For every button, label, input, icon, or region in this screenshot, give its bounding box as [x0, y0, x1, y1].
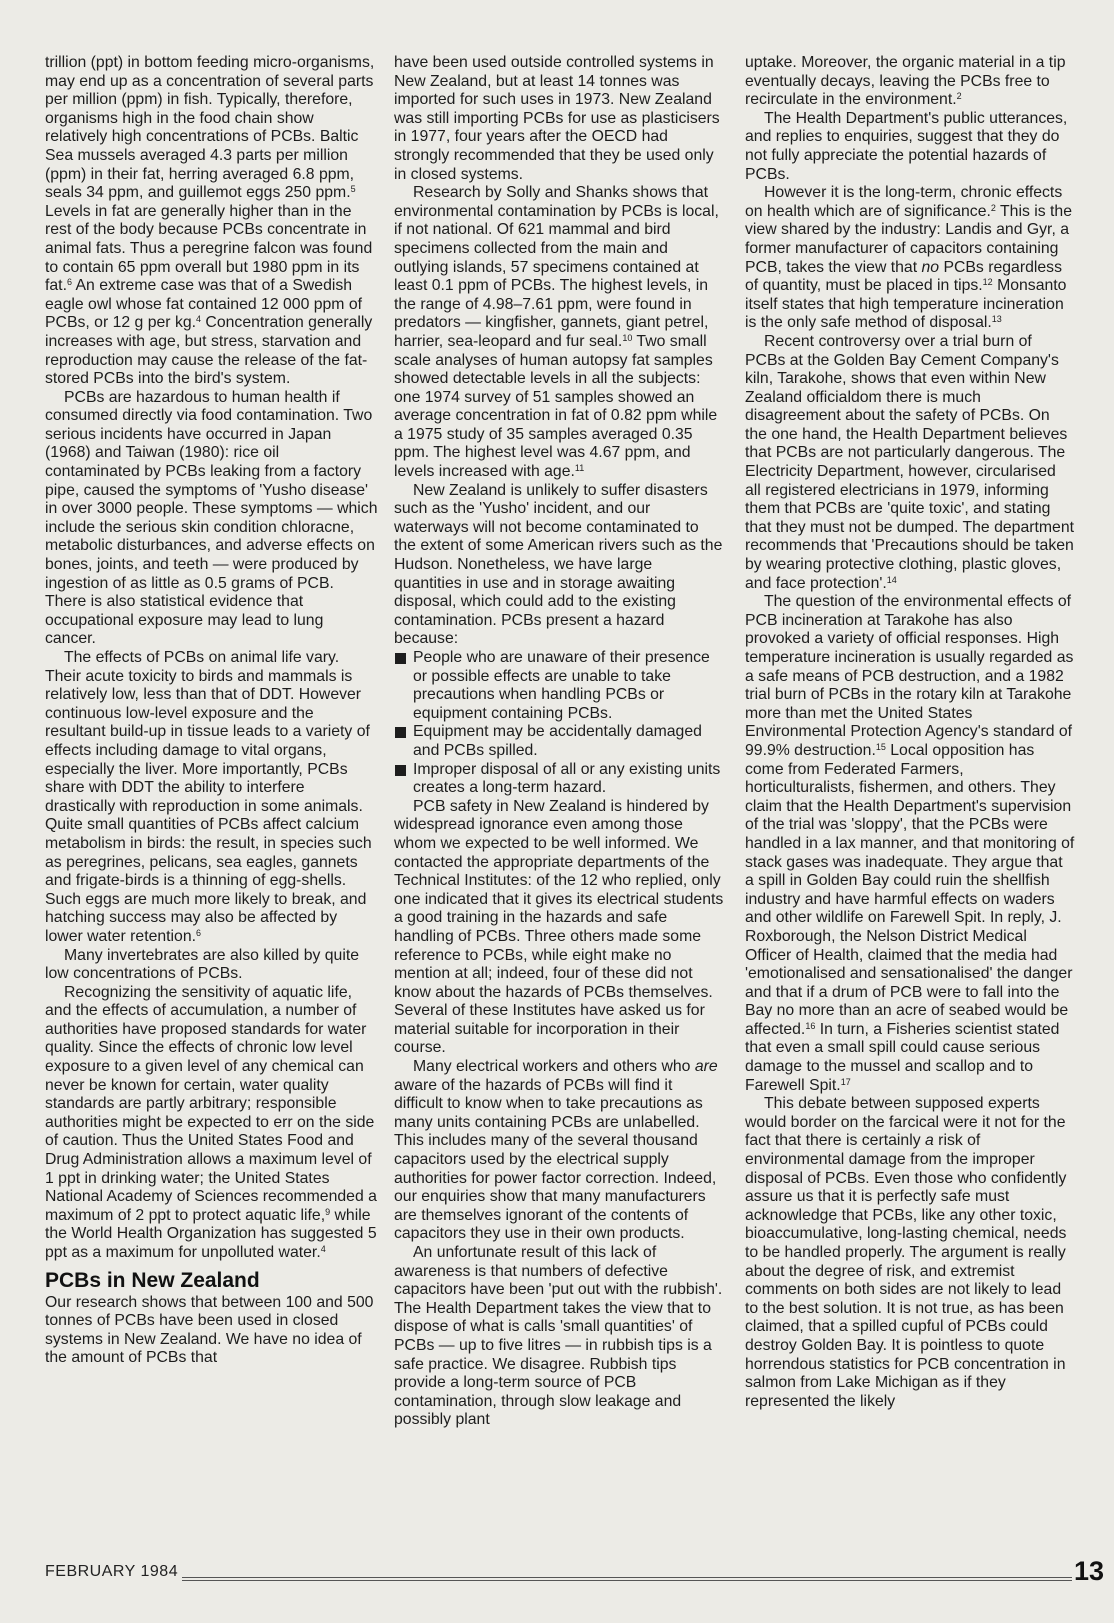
paragraph: However it is the long-term, chronic effects on health which are of significance.$^2$ This is the view shared by the industry: Landis and Gyr, a former manufacturer of capacitors containing PCB, takes the view that no PCBs regardless of quantity, must be placed in tips.$^{12}$ Monsanto itself states that high temperature incineration is the only safe method of disposal.$^{13}$	[745, 184, 1072, 332]
paragraph: Research by Solly and Shanks shows that environmental contamination by PCBs is local, if not national. Of 621 mammal and bird specimens collected from the main and outlying islands, 57 specimens contained at least 0.1 ppm of PCBs. The highest levels, in the range of 4.98–7.61 ppm, were found in predators — kingfisher, gannets, giant petrel, harrier, sea-leopard and fur seal.$^{10}$ Two small scale analyses of human autopsy fat samples showed detectable levels in all the subjects: one 1974 survey of 51 samples showed an average concentration in fat of 0.82 ppm while a 1975 study of 35 samples averaged 0.35 ppm. The highest level was 4.67 ppm, and levels increased with age.$^{11}$	[394, 184, 719, 481]
section-heading: PCBs in New Zealand	[45, 1268, 260, 1292]
text-column-right	[745, 54, 1075, 1564]
paragraph: Many invertebrates are also killed by quite low concentrations of PCBs.	[45, 946, 360, 983]
paragraph: Recognizing the sensitivity of aquatic life, and the effects of accumulation, a number of authorities have proposed standards for water quality. Since the effects of chronic low level exposure to a given level of any chemical can never be known for certain, water quality standards are partly arbitrary; responsible authorities might be expected to err on the side of caution. Thus the United States Food and Drug Administration allows a maximum level of 1 ppt in drinking water; the United States National Academy of Sciences recommended a maximum of 2 ppt to protect aquatic life,$^9$ while the World Health Organization has suggested 5 ppt as a maximum for unpolluted water.$^4$	[45, 983, 377, 1261]
footer-rule	[45, 1577, 1075, 1578]
footnote-ref: 6	[196, 927, 202, 938]
text-column-middle	[394, 54, 724, 1564]
paragraph: The question of the environmental effects of PCB incineration at Tarakohe has also provoked a variety of official responses. High temperature incineration is usually regarded as a safe means of PCB destruction, and a 1982 trial burn of PCBs in the rotary kiln at Tarakohe more than met the United States Environmental Protection Agency's standard of 99.9% destruction.$^{15}$ Local opposition has come from Federated Farmers, horticulturalists, fishermen, and others. They claim that the Health Department's supervision of the trial was 'sloppy', that the PCBs were handled in a lax manner, and that monitoring of stack gases was inadequate. They argue that a spill in Golden Bay could ruin the shellfish industry and have harmful effects on waders and other wildlife on Farewell Spit. In reply, J. Roxborough, the Nelson District Medical Officer of Health, claimed that the media had 'emotionalised and sensationalised' the danger and that if a drum of PCB were to fall into the Bay no more than an acre of seabed would be affected.$^{16}$ In turn, a Fisheries scientist stated that even a small spill could cause serious damage to the mussel and scallop and to Farewell Spit.$^{17}$	[745, 593, 1075, 1094]
paragraph: An unfortunate result of this lack of awareness is that numbers of defective capacitors have been 'put out with the rubbish'. The Health Department takes the view that to dispose of what is calls 'small quantities' of PCBs — up to five litres — in rubbish tips is a safe practice. We disagree. Rubbish tips provide a long-term source of PCB contamination, through slow leakage and possibly plant	[394, 1244, 723, 1429]
paragraph: Many electrical workers and others who are aware of the hazards of PCBs will find it difficult to know when to take precautions as many units containing PCBs are unlabelled. This includes many of the several thousand capacitors used by the electrical supply authorities for power factor correction. Indeed, our enquiries show that many manufacturers are themselves ignorant of the contents of capacitors they use in their own products.	[394, 1058, 718, 1243]
text-column-left	[45, 54, 378, 1564]
paragraph: uptake. Moreover, the organic material in a tip eventually decays, leaving the PCBs free to recirculate in the environment.$^2$	[745, 54, 1066, 109]
footnote-ref: 4	[196, 314, 202, 325]
footnote-ref: 9	[325, 1206, 331, 1217]
paragraph: New Zealand is unlikely to suffer disasters such as the 'Yusho' incident, and our waterways will not become contaminated to the extent of some American rivers such as the Hudson. Nonetheless, we have large quantities in use and in storage awaiting disposal, which could add to the existing contamination. PCBs present a hazard because:	[394, 481, 723, 648]
paragraph: have been used outside controlled systems in New Zealand, but at least 14 tonnes was imported for such uses in 1973. New Zealand was still importing PCBs for use as plasticisers in 1977, four years after the OECD had strongly recommended that they be used only in closed systems.	[394, 54, 720, 183]
hazard-list	[394, 649, 724, 798]
list-item: Equipment may be accidentally damaged and PCBs spilled.	[394, 723, 724, 760]
footnote-ref: 14	[886, 574, 897, 585]
footnote-ref: 15	[875, 741, 886, 752]
paragraph: This debate between supposed experts would border on the farcical were it not for the fact that there is certainly a risk of environmental damage from the improper disposal of PCBs. Even those who confidently assure us that it is perfectly safe must acknowledge that PCBs, like any other toxic, bioaccumulative, long-lasting chemical, needs to be handled properly. The argument is really about the degree of risk, and extremist comments on both sides are not likely to lead to the best solution. It is not true, as has been claimed, that a spilled cupful of PCBs could destroy Golden Bay. It is pointless to quote horrendous statistics for PCB concentration in salmon from Lake Michigan as if they represented the likely	[745, 1095, 1067, 1410]
paragraph: PCB safety in New Zealand is hindered by widespread ignorance even among those whom we expected to be well informed. We contacted the appropriate departments of the Technical Institutes: of the 12 who replied, only one indicated that it gives its electrical students a good training in the hazards and safe handling of PCBs. Three others made some reference to PCBs, while eight make no mention at all; indeed, four of these did not know about the hazards of PCBs themselves. Several of these Institutes have asked us for material suitable for incorporation in their course.	[394, 797, 724, 1057]
paragraph: trillion (ppt) in bottom feeding micro-organisms, may end up as a concentration of several parts per million (ppm) in fish. Typically, therefore, organisms high in the food chain show relatively high concentrations of PCBs. Baltic Sea mussels averaged 4.3 parts per million (ppm) in their fat, herring averaged 6.8 ppm, seals 34 ppm, and guillemot eggs 250 ppm.$^5$ Levels in fat are generally higher than in the rest of the body because PCBs concentrate in animal fats. Thus a peregrine falcon was found to contain 65 ppm overall but 1980 ppm in its fat.$^6$ An extreme case was that of a Swedish eagle owl whose fat contained 12 000 ppm of PCBs, or 12 g per kg.$^4$ Concentration generally increases with age, but stress, starvation and reproduction may cause the release of the fat-stored PCBs into the bird's system.	[45, 54, 375, 388]
footnote-ref: 10	[622, 332, 633, 343]
footnote-ref: 17	[840, 1076, 851, 1087]
footnote-ref: 6	[66, 277, 72, 288]
footnote-ref: 12	[982, 277, 993, 288]
list-item: Improper disposal of all or any existing units creates a long-term hazard.	[394, 761, 724, 798]
footnote-ref: 5	[350, 184, 356, 195]
paragraph: Recent controversy over a trial burn of PCBs at the Golden Bay Cement Company's kiln, Tarakohe, shows that even within New Zealand officialdom there is much disagreement about the safety of PCBs. On the one hand, the Health Department believes that PCBs are not particularly dangerous. The Electricity Department, however, circularised all registered electricians in 1979, informing them that PCBs are 'quite toxic', and stating that they must not be dumped. The department recommends that 'Precautions should be taken by wearing protective clothing, plastic gloves, and face protection'.$^{14}$	[745, 332, 1075, 592]
footnote-ref: 13	[991, 314, 1002, 325]
footer-rule	[45, 1580, 1075, 1581]
paragraph: The effects of PCBs on animal life vary. Their acute toxicity to birds and mammals is relatively low, less than that of DDT. However continuous low-level exposure and the resultant build-up in tissue leads to a variety of effects including damage to vital organs, especially the liver. More importantly, PCBs share with DDT the ability to interfere drastically with reproduction in some animals. Quite small quantities of PCBs affect calcium metabolism in birds: the result, in species such as peregrines, pelicans, sea eagles, gannets and frigate-birds is a thinning of egg-shells. Such eggs are much more likely to break, and hatching success may also be affected by lower water retention.$^6$	[45, 649, 372, 945]
footnote-ref: 2	[956, 91, 962, 102]
paragraph: PCBs are hazardous to human health if consumed directly via food contamination. Two serious incidents have occurred in Japan (1968) and Taiwan (1980): rice oil contaminated by PCBs leaking from a factory pipe, caused the symptoms of 'Yusho disease' in over 3000 people. These symptoms — which include the serious skin condition chloracne, metabolic disturbances, and adverse effects on bones, joints, and teeth — were produced by ingestion of as little as 0.5 grams of PCB. There is also statistical evidence that occupational exposure may lead to lung cancer.	[45, 388, 378, 648]
footnote-ref: 16	[805, 1020, 816, 1031]
footnote-ref: 2	[990, 202, 996, 213]
page-number: 13	[1074, 1556, 1105, 1586]
footnote-ref: 4	[320, 1244, 326, 1254]
paragraph: The Health Department's public utterances, and replies to enquiries, suggest that they do not fully appreciate the potential hazards of PCBs.	[745, 109, 1068, 183]
list-item: People who are unaware of their presence or possible effects are unable to take precautions when handling PCBs or equipment containing PCBs.	[394, 649, 724, 723]
issue-date: FEBRUARY 1984	[45, 1563, 182, 1581]
footnote-ref: 11	[574, 463, 585, 474]
paragraph: Our research shows that between 100 and 500 tonnes of PCBs have been used in closed systems in New Zealand. We have no idea of the amount of PCBs that	[45, 1293, 374, 1367]
